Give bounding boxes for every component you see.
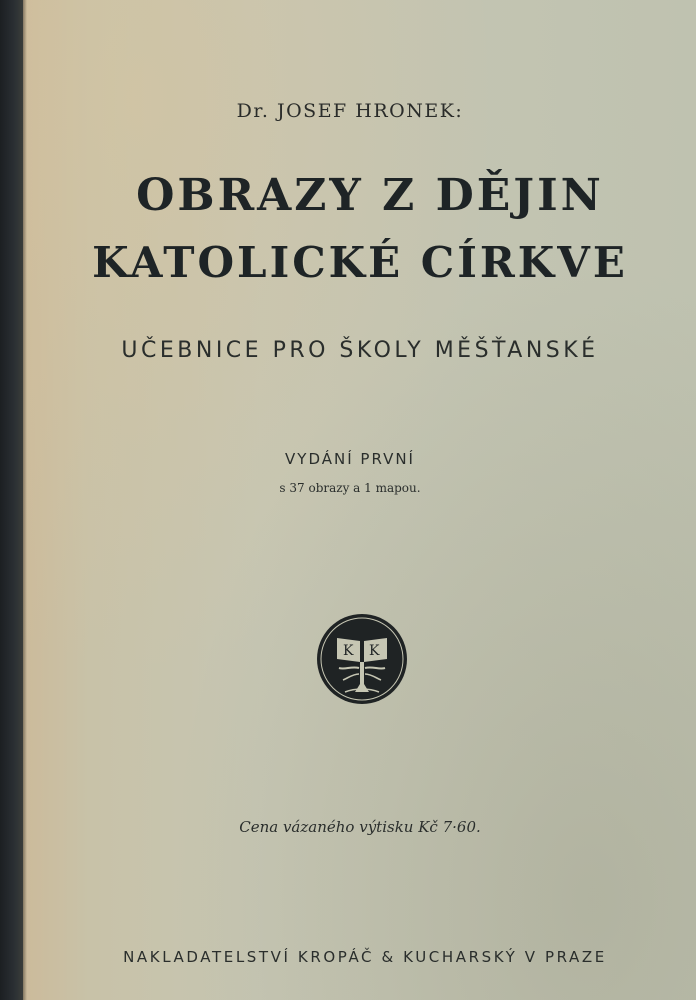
title-line-2: KATOLICKÉ CÍRKVE: [92, 238, 628, 287]
price-note: Cena vázaného výtisku Kč 7·60.: [239, 818, 481, 836]
publisher-line: NAKLADATELSTVÍ KROPÁČ & KUCHARSKÝ V PRAZE: [123, 948, 607, 966]
author-name: Dr. JOSEF HRONEK:: [236, 100, 464, 122]
illustrations-note: s 37 obrazy a 1 mapou.: [279, 481, 421, 495]
book-spine: [0, 0, 23, 1000]
spine-shadow: [23, 0, 27, 1000]
subtitle: UČEBNICE PRO ŠKOLY MĚŠŤANSKÉ: [121, 338, 599, 363]
edition-label: VYDÁNÍ PRVNÍ: [285, 450, 415, 468]
title-line-1: OBRAZY Z DĚJIN: [136, 170, 604, 221]
logo-letter-left: K: [343, 643, 354, 659]
logo-letter-right: K: [369, 643, 380, 659]
tree-book-emblem-icon: [315, 612, 409, 706]
